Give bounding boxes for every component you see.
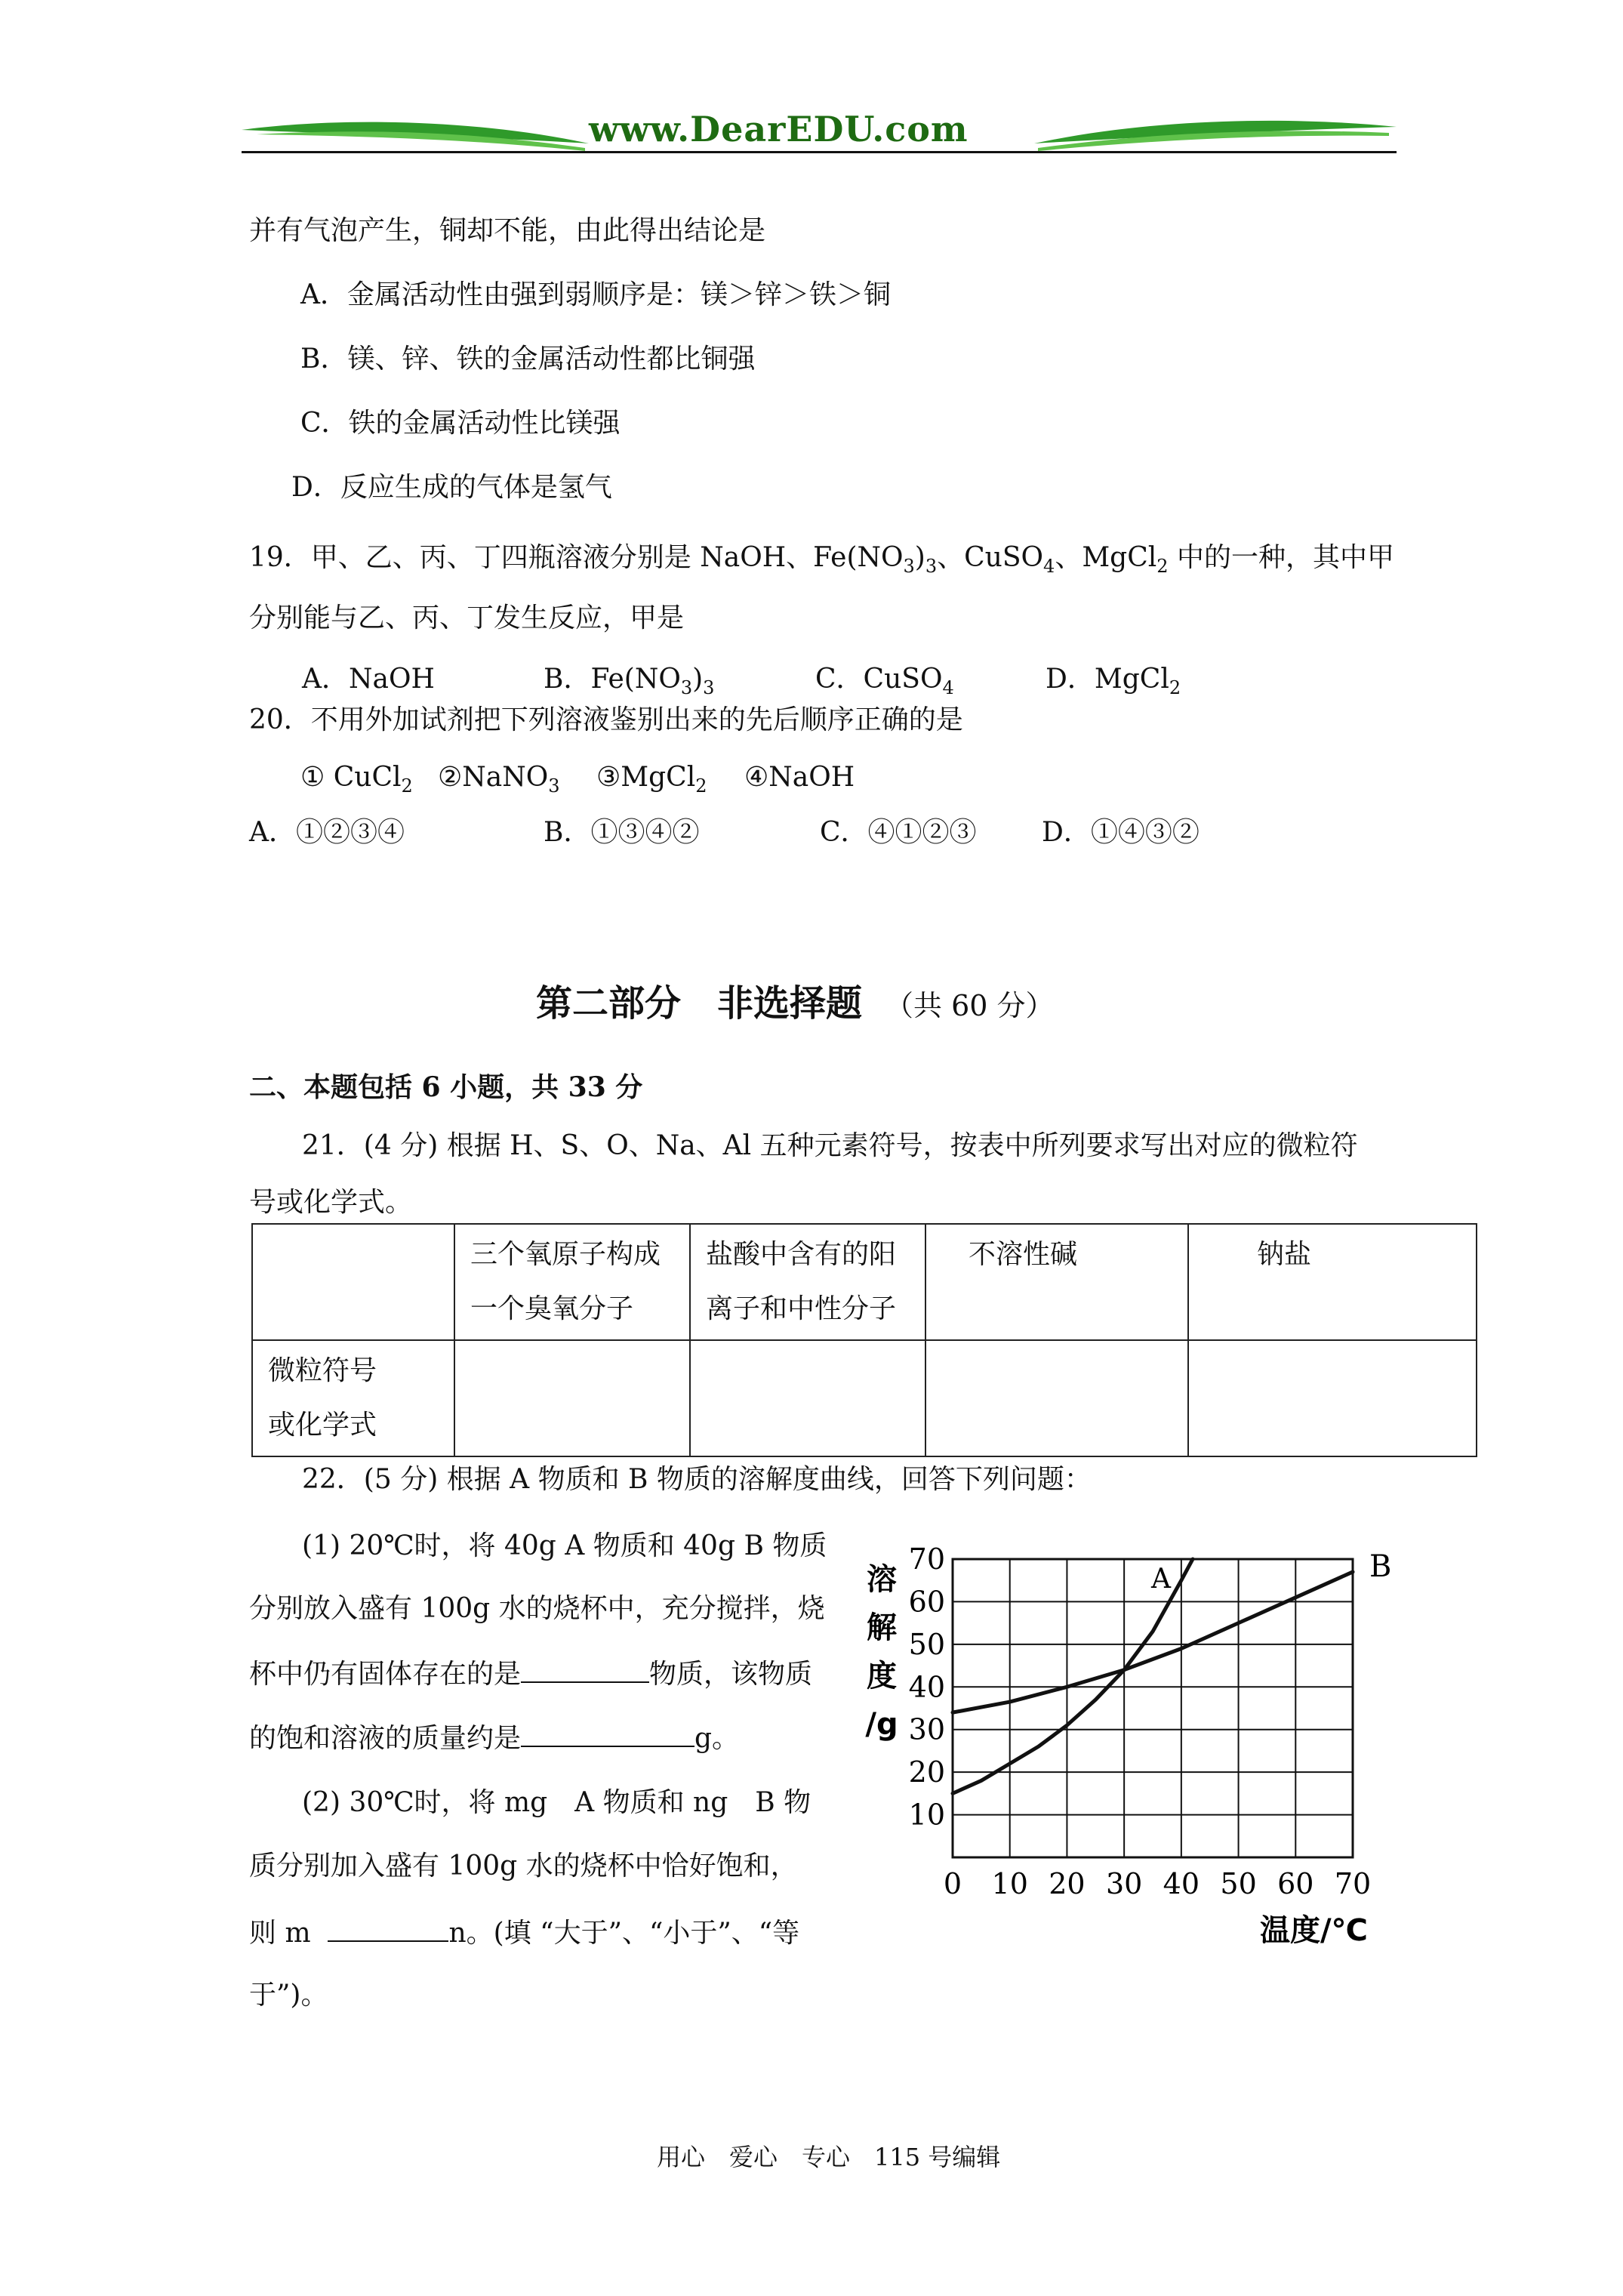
- q18-option-d: D．反应生成的气体是氢气: [291, 472, 612, 503]
- part-two-heading: 第二部分 非选择题: [536, 982, 863, 1025]
- table-header-text: 盐酸中含有的阳: [706, 1239, 897, 1270]
- table-header-cell: [1188, 1224, 1477, 1340]
- q21-stem-line2: 号或化学式。: [249, 1187, 413, 1218]
- q20-item-1: ① CuCl$_2$: [300, 762, 413, 797]
- q22-p1-line1: (1) 20℃时，将 40g A 物质和 40g B 物质: [302, 1530, 827, 1561]
- site-logo-text: www.DearEDU.com: [589, 109, 969, 149]
- q22-p1-line2: 分别放入盛有 100g 水的烧杯中，充分搅拌，烧: [249, 1593, 825, 1624]
- y-tick-label: 60: [908, 1585, 945, 1619]
- q20-item-4: ④NaOH: [744, 762, 855, 793]
- table-header-text: 不溶性碱: [969, 1239, 1078, 1270]
- y-axis-label: 解: [867, 1610, 897, 1645]
- answer-cell[interactable]: [1188, 1340, 1477, 1456]
- answer-blank[interactable]: [521, 1723, 694, 1747]
- q22-p2-line1: (2) 30℃时，将 mg A 物质和 ng B 物: [302, 1787, 812, 1818]
- q19-option-a: A．NaOH: [302, 664, 435, 695]
- q22-p2-line2: 质分别加入盛有 100g 水的烧杯中恰好饱和，: [249, 1851, 798, 1881]
- q20-option-c: C．④①②③: [820, 817, 977, 848]
- x-tick-label: 60: [1277, 1867, 1314, 1900]
- solubility-chart: [861, 1525, 1404, 1955]
- x-tick-label: 20: [1049, 1867, 1086, 1900]
- series-label-b: B: [1369, 1549, 1392, 1584]
- table-row-label: [252, 1340, 454, 1456]
- y-tick-label: 20: [908, 1755, 945, 1789]
- q22-p1-line4: 的饱和溶液的质量约是 g。: [249, 1723, 740, 1754]
- q22-p2-line3: 则 m n。(填 “大于”、“小于”、“等: [249, 1918, 800, 1949]
- q20-stem: 20．不用外加试剂把下列溶液鉴别出来的先后顺序正确的是: [249, 704, 963, 735]
- q18-option-c: C．铁的金属活动性比镁强: [300, 408, 621, 439]
- q19-stem-line2: 分别能与乙、丙、丁发生反应，甲是: [249, 603, 685, 633]
- answer-cell[interactable]: [690, 1340, 925, 1456]
- section-heading: 二、本题包括 6 小题，共 33 分: [249, 1071, 643, 1103]
- q18-option-b: B．镁、锌、铁的金属活动性都比铜强: [300, 344, 756, 374]
- q21-answer-table: [251, 1223, 1477, 1457]
- answer-cell[interactable]: [925, 1340, 1188, 1456]
- x-tick-label: 10: [991, 1867, 1028, 1900]
- table-corner-cell: [252, 1224, 454, 1340]
- q20-option-b: B．①③④②: [544, 817, 700, 848]
- part-two-title: [536, 974, 1055, 1026]
- q20-option-d: D．①④③②: [1042, 817, 1200, 848]
- answer-blank[interactable]: [521, 1659, 649, 1683]
- y-axis-label: /g: [865, 1707, 898, 1742]
- part-two-score: （共 60 分）: [885, 989, 1055, 1022]
- header-swoosh-right: [1034, 113, 1397, 155]
- y-axis-label: 度: [867, 1659, 897, 1693]
- y-axis-label: 溶: [867, 1562, 897, 1597]
- x-tick-label: 50: [1220, 1867, 1257, 1900]
- table-header-text: 钠盐: [1257, 1239, 1312, 1270]
- q19-option-d: D．MgCl$_2$: [1046, 664, 1181, 698]
- x-tick-label: 30: [1105, 1867, 1143, 1900]
- y-tick-label: 50: [908, 1627, 945, 1661]
- q20-item-2: ②NaNO$_3$: [438, 762, 560, 797]
- x-tick-label: 0: [943, 1867, 962, 1900]
- q20-item-3: ③MgCl$_2$: [596, 762, 707, 797]
- y-tick-label: 10: [908, 1798, 945, 1832]
- q22-stem: 22．(5 分) 根据 A 物质和 B 物质的溶解度曲线，回答下列问题：: [302, 1464, 1092, 1495]
- q19-option-b: B．$Fe(NO_3)_3$: [544, 664, 715, 698]
- header-rule: [242, 151, 1397, 153]
- table-header-text: 三个氧原子构成: [470, 1239, 661, 1270]
- table-header-text: 一个臭氧分子: [470, 1293, 634, 1324]
- header-swoosh-left: [242, 113, 596, 155]
- page-footer: 用心 爱心 专心 115 号编辑: [657, 2143, 1001, 2171]
- answer-cell[interactable]: [454, 1340, 690, 1456]
- x-axis-label: 温度/℃: [1259, 1913, 1368, 1948]
- x-tick-label: 40: [1163, 1867, 1200, 1900]
- answer-blank[interactable]: [328, 1918, 448, 1942]
- q18-continuation: 并有气泡产生，铜却不能，由此得出结论是: [249, 215, 766, 246]
- y-tick-label: 30: [908, 1712, 945, 1746]
- q19-option-c: C．CuSO$_4$: [815, 664, 954, 698]
- q22-p1-line3: 杯中仍有固体存在的是 物质，该物质: [249, 1659, 813, 1690]
- table-header-text: 离子和中性分子: [706, 1293, 897, 1324]
- series-label-a: A: [1151, 1564, 1171, 1595]
- table-row-label-text: 微粒符号: [268, 1355, 377, 1386]
- y-tick-label: 40: [908, 1670, 945, 1704]
- q20-option-a: A．①②③④: [249, 817, 405, 848]
- table-row: [252, 1340, 1477, 1456]
- table-header-cell: [690, 1224, 925, 1340]
- y-tick-label: 70: [908, 1542, 945, 1576]
- q22-p2-line4: 于”)。: [249, 1980, 328, 2011]
- q18-option-a: A．金属活动性由强到弱顺序是：镁＞锌＞铁＞铜: [300, 279, 891, 310]
- page-header: [242, 106, 1397, 159]
- plot-frame: [953, 1559, 1353, 1857]
- table-header-cell: [454, 1224, 690, 1340]
- q21-stem-line1: 21．(4 分) 根据 H、S、O、Na、Al 五种元素符号，按表中所列要求写出对应的微粒符: [302, 1130, 1358, 1161]
- x-tick-label: 70: [1334, 1867, 1372, 1900]
- q19-stem-line1: 19．甲、乙、丙、丁四瓶溶液分别是 NaOH、$Fe(NO_3)_3$、CuSO$_4$、MgCl$_2$ 中的一种，其中甲: [249, 542, 1395, 577]
- table-row-label-text: 或化学式: [268, 1410, 377, 1441]
- table-header-row: [252, 1224, 1477, 1340]
- table-header-cell: [925, 1224, 1188, 1340]
